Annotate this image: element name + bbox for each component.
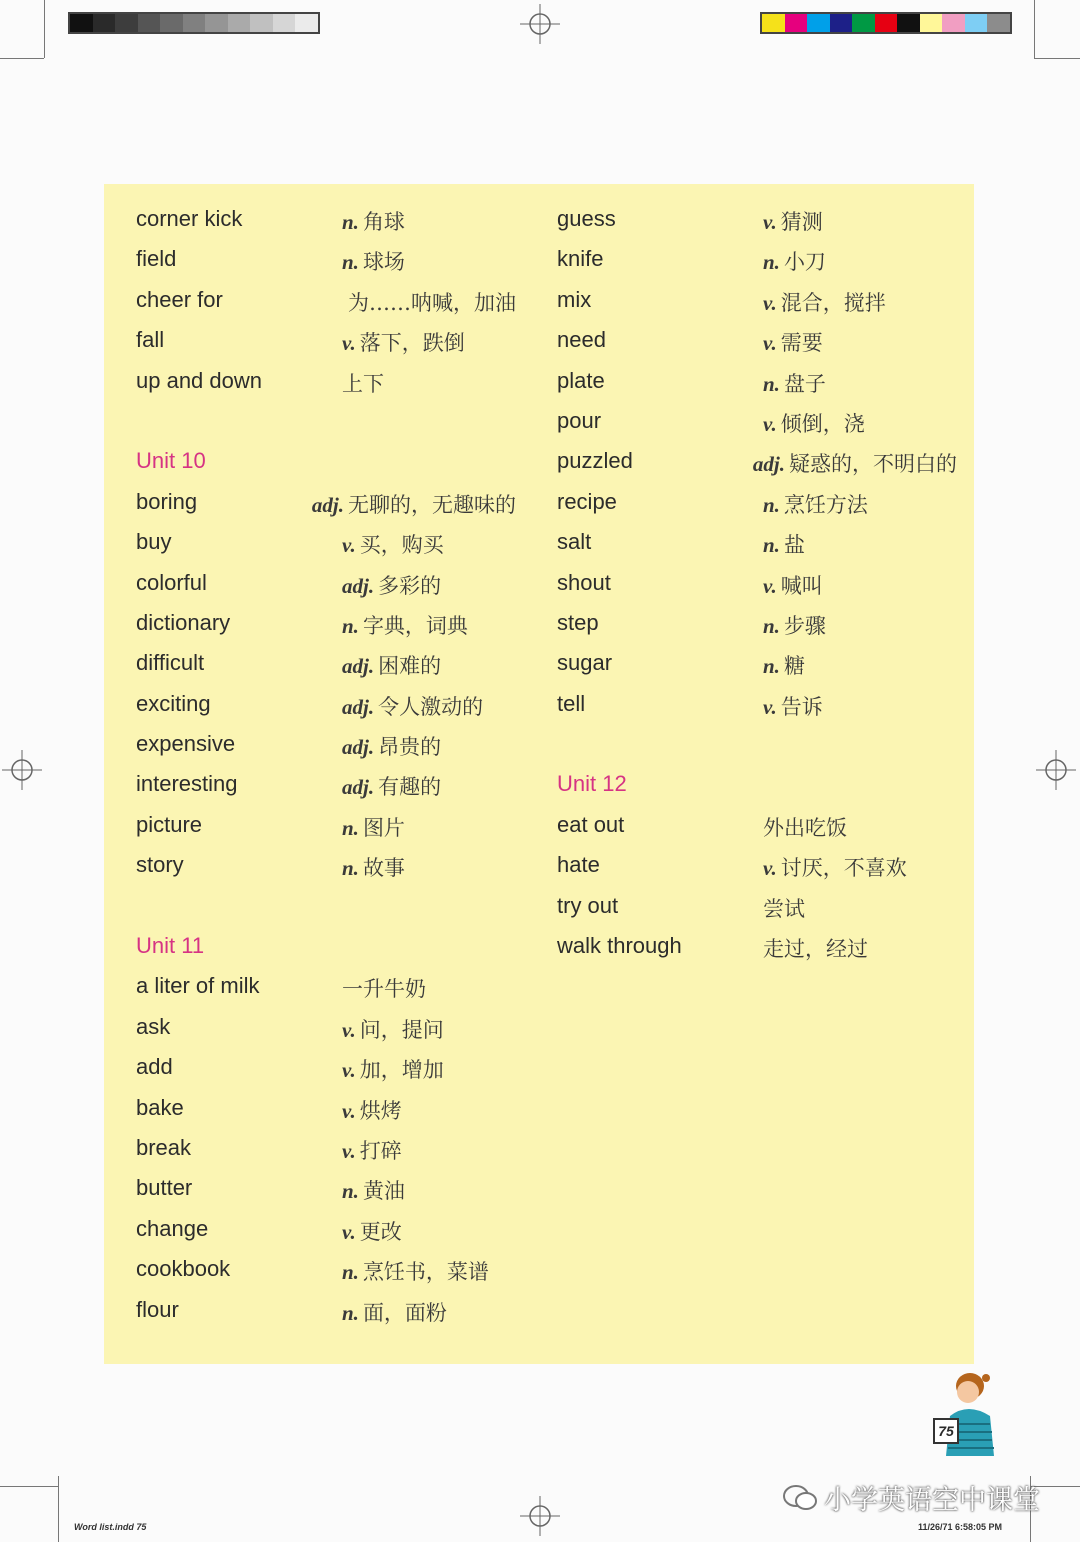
part-of-speech: n. [342, 1260, 359, 1285]
vocab-definition [342, 1175, 405, 1205]
part-of-speech: adj. [342, 694, 375, 719]
vocab-entry [557, 368, 957, 408]
registration-mark-right [1036, 750, 1076, 790]
part-of-speech: n. [763, 533, 780, 558]
chinese-meaning: 问，提问 [359, 1017, 444, 1042]
part-of-speech: n. [342, 815, 359, 840]
vocab-word: guess [557, 206, 616, 231]
color-swatch [70, 14, 93, 32]
vocab-word: butter [136, 1175, 193, 1201]
unit-heading: Unit 11 [136, 933, 205, 959]
chinese-meaning: 打碎 [359, 1138, 402, 1163]
part-of-speech: n. [342, 613, 359, 638]
vocab-word: salt [557, 529, 592, 555]
vocab-entry [557, 489, 957, 529]
vocab-word: boring [136, 488, 198, 514]
crop-mark [44, 0, 45, 58]
vocab-entry [136, 1175, 516, 1215]
vocabulary-column-left [136, 206, 516, 1337]
watermark-text: 小学英语空中课堂 [824, 1485, 1040, 1515]
chinese-meaning: 烹饪书，菜谱 [362, 1260, 489, 1285]
vocab-definition [763, 812, 847, 842]
vocab-word: eat out [557, 811, 625, 837]
vocab-definition [763, 650, 805, 680]
vocab-entry [557, 893, 957, 933]
vocab-word: buy [136, 529, 172, 555]
cmyk-color-bar [760, 12, 1012, 34]
chinese-meaning: 字典，词典 [362, 613, 468, 638]
vocab-entry [136, 650, 516, 690]
registration-mark-top [520, 4, 560, 44]
color-swatch [115, 14, 138, 32]
vocab-entry [557, 246, 957, 286]
vocab-definition [763, 529, 805, 559]
page-number: 75 [933, 1418, 959, 1444]
color-swatch [875, 14, 898, 32]
part-of-speech: v. [763, 856, 777, 881]
chinese-meaning: 小刀 [783, 250, 826, 275]
vocab-definition [342, 206, 405, 236]
footer-timestamp: 11/26/71 6:58:05 PM [918, 1522, 1003, 1532]
part-of-speech: v. [763, 331, 777, 356]
vocab-definition [342, 246, 405, 276]
vocab-word: shout [557, 569, 611, 595]
color-swatch [160, 14, 183, 32]
vocab-entry [557, 812, 957, 852]
vocab-word: picture [136, 811, 203, 837]
vocab-word: tell [557, 690, 586, 716]
vocab-entry [136, 1297, 516, 1337]
vocab-entry [136, 691, 516, 731]
part-of-speech: v. [763, 210, 777, 234]
spacer-row [136, 408, 516, 448]
vocab-entry [136, 1014, 516, 1054]
chinese-meaning: 更改 [359, 1219, 402, 1244]
vocab-definition [312, 489, 516, 519]
chinese-meaning: 糖 [783, 654, 805, 679]
vocab-definition [342, 973, 426, 1003]
part-of-speech: n. [342, 210, 359, 234]
vocab-word: sugar [557, 650, 613, 676]
part-of-speech: v. [763, 694, 777, 719]
vocab-entry [136, 731, 516, 771]
vocab-definition [342, 812, 405, 842]
part-of-speech: v. [342, 1017, 356, 1042]
vocab-word: recipe [557, 488, 617, 514]
vocab-entry [136, 1095, 516, 1135]
vocab-definition [342, 1014, 444, 1044]
vocab-entry [136, 489, 516, 529]
vocab-definition [342, 529, 444, 559]
chinese-meaning: 需要 [780, 331, 823, 356]
chinese-meaning: 告诉 [780, 694, 823, 719]
color-swatch [250, 14, 273, 32]
chinese-meaning: 一升牛奶 [342, 977, 426, 1002]
color-swatch [942, 14, 965, 32]
chinese-meaning: 落下，跌倒 [359, 331, 465, 356]
part-of-speech: v. [342, 1219, 356, 1244]
part-of-speech: v. [342, 1138, 356, 1163]
vocab-definition [342, 1135, 402, 1165]
vocab-entry [136, 1256, 516, 1296]
chinese-meaning: 烹饪方法 [783, 492, 868, 517]
vocab-word: hate [557, 852, 600, 878]
vocab-entry [136, 246, 516, 286]
vocab-definition [763, 852, 907, 882]
vocab-word: change [136, 1215, 209, 1241]
vocab-word: expensive [136, 731, 236, 757]
color-swatch [228, 14, 251, 32]
vocab-entry [136, 812, 516, 852]
vocab-word: ask [136, 1013, 171, 1039]
chinese-meaning: 多彩的 [378, 573, 442, 598]
vocab-definition [342, 731, 441, 761]
vocab-entry [557, 327, 957, 367]
color-swatch [785, 14, 808, 32]
chinese-meaning: 昂贵的 [378, 735, 442, 760]
chinese-meaning: 故事 [362, 856, 405, 881]
vocab-definition [342, 570, 441, 600]
part-of-speech: adj. [342, 573, 375, 598]
vocab-definition [763, 893, 805, 923]
vocab-word: need [557, 327, 606, 353]
vocab-word: corner kick [136, 206, 243, 231]
vocab-word: plate [557, 367, 605, 393]
chinese-meaning: 步骤 [783, 613, 826, 638]
chinese-meaning: 倾倒，浇 [780, 411, 865, 436]
vocab-word: walk through [557, 933, 682, 959]
color-swatch [93, 14, 116, 32]
color-swatch [807, 14, 830, 32]
vocab-word: add [136, 1054, 173, 1080]
chinese-meaning: 混合，搅拌 [780, 290, 886, 315]
vocab-word: break [136, 1134, 192, 1160]
part-of-speech: n. [763, 613, 780, 638]
vocab-word: step [557, 609, 599, 635]
color-swatch [965, 14, 988, 32]
vocab-entry [136, 327, 516, 367]
color-swatch [183, 14, 206, 32]
vocab-definition [342, 1256, 489, 1286]
crop-mark [1034, 58, 1080, 59]
vocab-entry [557, 852, 957, 892]
chinese-meaning: 讨厌，不喜欢 [780, 856, 907, 881]
vocab-definition [763, 206, 823, 236]
vocab-definition [342, 691, 483, 721]
vocab-definition [342, 610, 468, 640]
vocab-definition [753, 448, 957, 478]
chinese-meaning: 图片 [362, 815, 405, 840]
vocab-definition [342, 1297, 447, 1327]
registration-mark-left [2, 750, 42, 790]
chinese-meaning: 有趣的 [378, 775, 442, 800]
vocab-entry [136, 610, 516, 650]
vocab-definition [763, 570, 823, 600]
vocab-definition [763, 287, 886, 317]
chinese-meaning: 黄油 [362, 1179, 405, 1204]
vocab-definition [342, 1095, 402, 1125]
vocab-entry [557, 933, 957, 973]
vocab-word: knife [557, 246, 604, 272]
vocab-definition [763, 408, 865, 438]
color-swatch [897, 14, 920, 32]
vocab-entry [136, 1054, 516, 1094]
part-of-speech: v. [342, 1098, 356, 1123]
vocab-definition [763, 489, 868, 519]
vocab-definition [342, 771, 441, 801]
vocab-word: dictionary [136, 609, 231, 635]
vocab-entry [557, 408, 957, 448]
vocab-definition [763, 691, 823, 721]
vocab-entry [136, 287, 516, 327]
chinese-meaning: 盘子 [783, 371, 826, 396]
part-of-speech: adj. [311, 492, 344, 517]
part-of-speech: adj. [342, 735, 375, 760]
vocab-entry [136, 570, 516, 610]
vocab-definition [763, 246, 826, 276]
vocab-definition [763, 610, 826, 640]
chinese-meaning: 买，购买 [359, 533, 444, 558]
vocab-definition [763, 933, 868, 963]
unit-heading-row [557, 771, 957, 811]
part-of-speech: adj. [342, 654, 375, 679]
vocabulary-column-right [557, 206, 957, 973]
vocab-word: exciting [136, 690, 211, 716]
vocab-word: colorful [136, 569, 207, 595]
color-swatch [295, 14, 318, 32]
vocab-definition [763, 368, 826, 398]
vocab-entry [557, 610, 957, 650]
vocab-word: difficult [136, 650, 205, 676]
vocab-entry [136, 973, 516, 1013]
vocab-entry [557, 287, 957, 327]
vocab-word: a liter of milk [136, 973, 260, 999]
wechat-icon [782, 1484, 818, 1512]
vocab-definition [342, 368, 384, 398]
chinese-meaning: 无聊的，无趣味的 [348, 492, 516, 517]
part-of-speech: n. [763, 371, 780, 396]
unit-heading: Unit 12 [557, 771, 627, 797]
color-swatch [920, 14, 943, 32]
vocab-word: mix [557, 286, 592, 312]
chinese-meaning: 加，增加 [359, 1058, 444, 1083]
color-swatch [273, 14, 296, 32]
vocab-word: story [136, 852, 184, 878]
color-swatch [987, 14, 1010, 32]
color-swatch [138, 14, 161, 32]
vocab-word: try out [557, 892, 619, 918]
vocab-definition [342, 852, 405, 882]
chinese-meaning: 喊叫 [780, 573, 823, 598]
unit-heading-row [136, 933, 516, 973]
vocab-entry [136, 1135, 516, 1175]
chinese-meaning: 面，面粉 [362, 1300, 447, 1325]
vocab-definition [342, 650, 441, 680]
vocab-entry [557, 570, 957, 610]
part-of-speech: n. [763, 492, 780, 517]
vocab-word: fall [136, 327, 165, 353]
part-of-speech: v. [342, 1058, 356, 1083]
vocab-definition [348, 287, 516, 317]
color-swatch [762, 14, 785, 32]
part-of-speech: v. [763, 290, 777, 315]
chinese-meaning: 盐 [783, 533, 805, 558]
vocab-word: interesting [136, 771, 238, 797]
grayscale-color-bar [68, 12, 320, 34]
vocab-word: puzzled [557, 448, 633, 474]
vocab-entry [136, 529, 516, 569]
crop-mark [58, 1476, 59, 1542]
chinese-meaning: 球场 [362, 250, 405, 275]
vocab-definition [342, 1216, 402, 1246]
part-of-speech: n. [342, 1179, 359, 1204]
vocab-entry [136, 852, 516, 892]
vocab-word: cheer for [136, 286, 223, 312]
crop-mark [0, 1486, 58, 1487]
vocab-word: field [136, 246, 177, 272]
part-of-speech: v. [342, 533, 356, 558]
vocab-entry [557, 691, 957, 731]
unit-heading: Unit 10 [136, 448, 206, 474]
vocab-definition [342, 327, 465, 357]
part-of-speech: n. [763, 250, 780, 275]
part-of-speech: n. [342, 250, 359, 275]
chinese-meaning: 令人激动的 [378, 694, 484, 719]
spacer-row [557, 731, 957, 771]
vocab-definition [763, 327, 823, 357]
vocab-word: cookbook [136, 1256, 231, 1282]
part-of-speech: adj. [752, 452, 785, 477]
crop-mark [1034, 0, 1035, 58]
unit-heading-row [136, 448, 516, 488]
part-of-speech: n. [342, 1300, 359, 1325]
chinese-meaning: 尝试 [763, 896, 805, 921]
chinese-meaning: 疑惑的，不明白的 [789, 452, 957, 477]
registration-mark-bottom [520, 1496, 560, 1536]
chinese-meaning: 为……呐喊，加油 [348, 290, 516, 315]
chinese-meaning: 角球 [362, 210, 405, 234]
crop-mark [0, 58, 44, 59]
part-of-speech: adj. [342, 775, 375, 800]
chinese-meaning: 外出吃饭 [763, 815, 847, 840]
chinese-meaning: 上下 [342, 371, 384, 396]
vocab-entry [136, 206, 516, 246]
vocab-word: bake [136, 1094, 184, 1120]
chinese-meaning: 困难的 [378, 654, 442, 679]
chinese-meaning: 烘烤 [359, 1098, 402, 1123]
part-of-speech: v. [342, 331, 356, 356]
chinese-meaning: 猜测 [780, 210, 823, 234]
part-of-speech: n. [342, 856, 359, 881]
vocab-entry [557, 448, 957, 488]
vocab-entry [136, 368, 516, 408]
vocab-definition [342, 1054, 444, 1084]
vocab-entry [136, 771, 516, 811]
vocab-word: pour [557, 407, 602, 433]
footer-file-label: Word list.indd 75 [74, 1522, 147, 1532]
color-swatch [205, 14, 228, 32]
vocab-word: up and down [136, 367, 262, 393]
vocab-entry [557, 650, 957, 690]
watermark [782, 1478, 1040, 1517]
vocab-entry [557, 206, 957, 246]
color-swatch [852, 14, 875, 32]
vocab-word: flour [136, 1296, 179, 1322]
vocab-entry [557, 529, 957, 569]
part-of-speech: v. [763, 573, 777, 598]
color-swatch [830, 14, 853, 32]
chinese-meaning: 走过，经过 [763, 937, 868, 962]
vocab-entry [136, 1216, 516, 1256]
part-of-speech: v. [763, 411, 777, 436]
part-of-speech: n. [763, 654, 780, 679]
spacer-row [136, 893, 516, 933]
